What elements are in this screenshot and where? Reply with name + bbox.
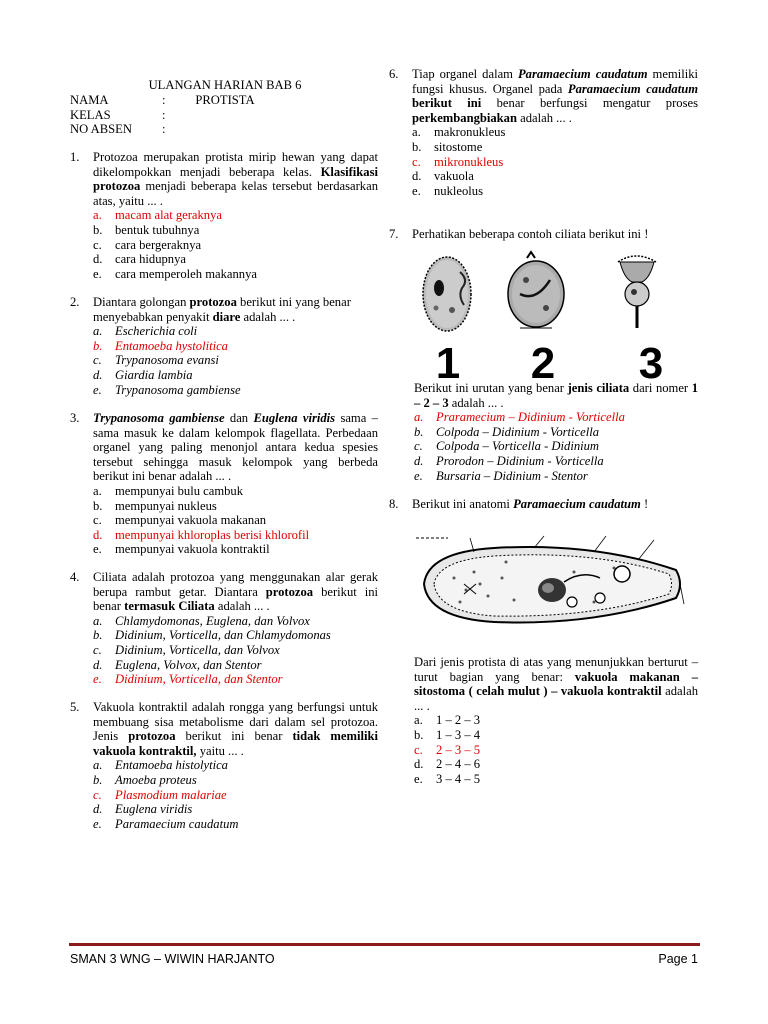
option-e[interactable]: e. 3 – 4 – 5 (414, 771, 481, 786)
option-b[interactable]: b. Entamoeba hystolitica (93, 338, 228, 353)
question-text: Tiap organel dalam Paramaecium caudatum memiliki fungsi khusus. Organel pada Paramaecium caudatum berikut ini benar berfungsi mengatur proses perkembangbiakan adalah ... . (412, 67, 698, 125)
field-label: KELAS (70, 107, 111, 122)
option-a[interactable]: a. makronukleus (412, 125, 506, 140)
option-e[interactable]: e. Didinium, Vorticella, dan Stentor (93, 672, 283, 687)
question-number: 5. (70, 700, 80, 714)
question-text: Vakuola kontraktil adalah rongga yang berfungsi untuk membuang sisa metabolisme dari dalam sel protozoa. Jenis protozoa berikut ini benar tidak memiliki vakuola kontraktil, yaitu ... . (93, 700, 378, 758)
question-number: 1. (70, 150, 80, 164)
option-b[interactable]: b. sitostome (412, 139, 483, 154)
option-b[interactable]: b. Colpoda – Didinium - Vorticella (414, 424, 600, 439)
figure-label-1: 1 (435, 339, 461, 382)
question-text: Protozoa merupakan protista mirip hewan yang dapat dikelompokkan menjadi beberapa kelas. Klasifikasi protozoa menjadi beberapa kelas tersebut berdasarkan atas, yaitu ... . (93, 150, 378, 208)
option-d[interactable]: d. Giardia lambia (93, 367, 193, 382)
ciliate-2-illustration (508, 252, 564, 328)
footer-school-author: SMAN 3 WNG – WIWIN HARJANTO (70, 952, 275, 966)
option-b[interactable]: b. Amoeba proteus (93, 772, 197, 787)
question-text: Diantara golongan protozoa berikut ini yang benar menyebabkan penyakit diare adalah ... . (93, 295, 351, 324)
question-1 (70, 150, 378, 281)
question-number: 4. (70, 570, 80, 584)
question-8-stem (414, 655, 698, 786)
option-b[interactable]: b. 1 – 3 – 4 (414, 727, 481, 742)
option-d[interactable]: d. Euglena viridis (93, 802, 193, 817)
ciliate-1-illustration (423, 257, 471, 331)
option-c[interactable]: c. cara bergeraknya (93, 237, 202, 252)
figure-label-2: 2 (530, 339, 556, 382)
question-number: 8. (389, 497, 399, 511)
field-separator: : (162, 107, 166, 122)
option-e[interactable]: e. Paramaecium caudatum (93, 816, 239, 831)
question-4 (70, 570, 378, 687)
option-list (93, 614, 378, 687)
option-c[interactable]: c. mempunyai vakuola makanan (93, 513, 267, 528)
option-d[interactable]: d. 2 – 4 – 6 (414, 757, 481, 772)
paramecium-anatomy-figure (414, 532, 689, 642)
question-number: 3. (70, 411, 80, 425)
option-d[interactable]: d. mempunyai khloroplas berisi khlorofil (93, 527, 310, 542)
option-a[interactable]: a. Praramecium – Didinium - Vorticella (414, 410, 625, 425)
option-d[interactable]: d. Euglena, Volvox, dan Stentor (93, 657, 262, 672)
field-label: NO ABSEN (70, 122, 132, 137)
option-list (412, 125, 698, 198)
option-c[interactable]: c. Plasmodium malariae (93, 787, 227, 802)
option-a[interactable]: a. Chlamydomonas, Euglena, dan Volvox (93, 613, 310, 628)
question-8 (389, 497, 698, 512)
footer-rule (69, 943, 700, 946)
question-text: Ciliata adalah protozoa yang menggunakan alar gerak berupa rambut getar. Diantara protozoa berikut ini benar termasuk Ciliata adalah ... . (93, 570, 378, 614)
option-a[interactable]: a. mempunyai bulu cambuk (93, 483, 244, 498)
question-text: Berikut ini anatomi Paramaecium caudatum ! (412, 497, 649, 511)
option-list (93, 208, 378, 281)
field-separator: : (162, 122, 166, 137)
option-e[interactable]: e. mempunyai vakuola kontraktil (93, 542, 270, 557)
option-a[interactable]: a. macam alat geraknya (93, 208, 222, 223)
exam-title: ULANGAN HARIAN BAB 6 (148, 78, 302, 92)
page-number: Page 1 (658, 952, 698, 966)
ciliata-figure (414, 250, 694, 382)
field-nama (70, 93, 270, 108)
question-text: Trypanosoma gambiense dan Euglena viridis sama – sama masuk ke dalam kelompok flagellata. Perbedaan organel yang paling menonjol antara kedua spesies tersebut sehingga masuk kelompok yang berbeda berikut ini benar adalah ... . (93, 411, 379, 484)
option-list (414, 713, 698, 786)
option-a[interactable]: a. Entamoeba histolytica (93, 758, 228, 773)
option-c[interactable]: c. Trypanosoma evansi (93, 353, 219, 368)
option-a[interactable]: a. 1 – 2 – 3 (414, 713, 481, 728)
question-text: Dari jenis protista di atas yang menunjukkan berturut – turut bagian yang benar: vakuola makanan – sitostoma ( celah mulut ) – vakuola kontraktil adalah ... . (414, 655, 698, 713)
question-7-stem (414, 381, 698, 483)
field-kelas (70, 108, 270, 123)
option-c[interactable]: c. Didinium, Vorticella, dan Volvox (93, 642, 280, 657)
option-e[interactable]: e. Bursaria – Didinium - Stentor (414, 468, 588, 483)
field-separator: : (162, 93, 166, 107)
option-e[interactable]: e. Trypanosoma gambiense (93, 382, 241, 397)
option-c[interactable]: c. mikronukleus (412, 154, 504, 169)
option-list (93, 324, 378, 397)
question-text: Perhatikan beberapa contoh ciliata berikut ini ! (412, 227, 649, 241)
option-b[interactable]: b. bentuk tubuhnya (93, 222, 200, 237)
question-number: 7. (389, 227, 399, 241)
ciliate-3-illustration (618, 256, 656, 328)
option-e[interactable]: e. cara memperoleh makannya (93, 266, 257, 281)
option-d[interactable]: d. vakuola (412, 169, 474, 184)
field-label: NAMA (70, 93, 109, 107)
option-b[interactable]: b. mempunyai nukleus (93, 498, 217, 513)
option-e[interactable]: e. nukleolus (412, 183, 483, 198)
question-5 (70, 700, 378, 831)
option-c[interactable]: c. 2 – 3 – 5 (414, 742, 481, 757)
option-a[interactable]: a. Escherichia coli (93, 324, 198, 339)
exam-subtitle: PROTISTA (195, 92, 255, 107)
question-7 (389, 227, 698, 242)
field-no-absen (70, 122, 270, 137)
question-3 (70, 411, 378, 557)
figure-label-3: 3 (638, 339, 664, 382)
question-text: Berikut ini urutan yang benar jenis ciliata dari nomer 1 – 2 – 3 adalah ... . (414, 381, 698, 410)
option-list (93, 484, 378, 557)
option-list (414, 410, 698, 483)
question-6 (389, 67, 698, 198)
option-d[interactable]: d. Prorodon – Didinium - Vorticella (414, 453, 604, 468)
option-list (93, 758, 378, 831)
student-fields (70, 93, 270, 137)
question-number: 6. (389, 67, 399, 81)
option-d[interactable]: d. cara hidupnya (93, 252, 186, 267)
option-c[interactable]: c. Colpoda – Vorticella - Didinium (414, 439, 600, 454)
question-number: 2. (70, 295, 80, 309)
question-2 (70, 295, 378, 397)
page-footer (70, 952, 698, 967)
option-b[interactable]: b. Didinium, Vorticella, dan Chlamydomonas (93, 628, 331, 643)
